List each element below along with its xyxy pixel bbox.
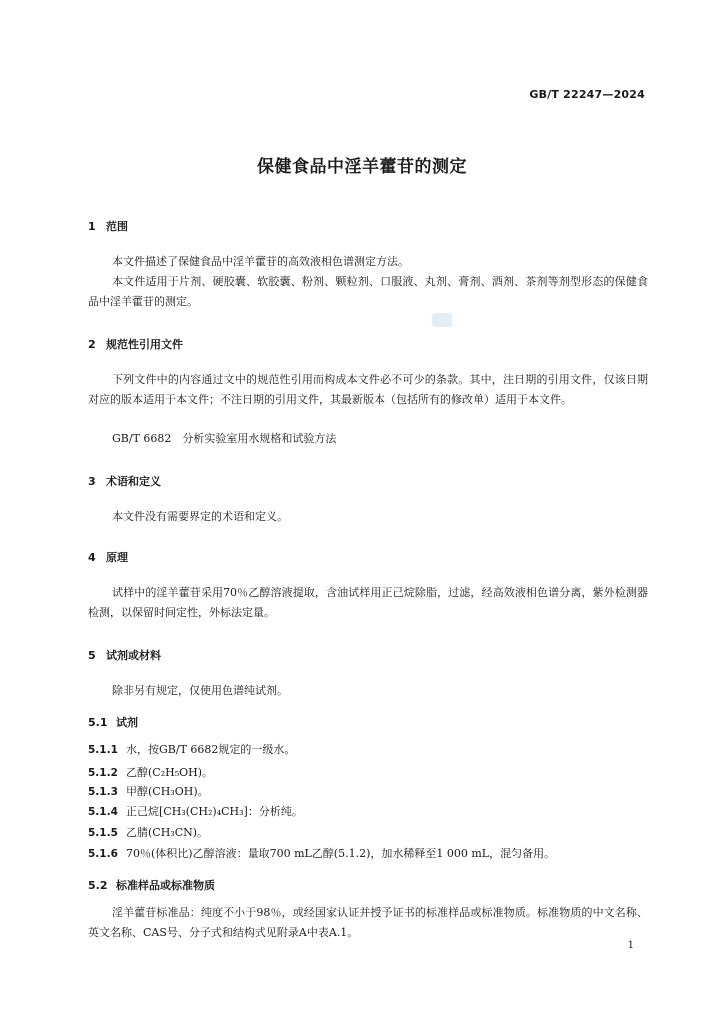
- section-5-1-heading: [88, 714, 138, 730]
- section-5-heading: [88, 647, 161, 663]
- section-5-2-heading: [88, 877, 215, 893]
- page-number: 1: [627, 940, 634, 951]
- section-title: 试剂: [116, 716, 138, 729]
- section-number: 5: [88, 649, 96, 662]
- item-number: 5.1.2: [88, 767, 118, 779]
- section-1-paragraph-1: 本文件描述了保健食品中淫羊藿苷的高效液相色谱测定方法。: [112, 255, 409, 268]
- section-title: 原理: [106, 551, 128, 564]
- section-number: 3: [88, 475, 96, 488]
- item-text: 70％(体积比)乙醇溶液：量取700 mL乙醇(5.1.2)，加水稀释至1 000 mL，混匀备用。: [126, 847, 556, 860]
- list-item-5-1-3: [88, 783, 209, 799]
- item-number: 5.1.4: [88, 806, 118, 818]
- section-3-heading: [88, 473, 161, 489]
- section-title: 标准样品或标准物质: [116, 879, 215, 892]
- section-title: 规范性引用文件: [106, 338, 183, 351]
- section-title: 试剂或材料: [106, 649, 161, 662]
- item-text: 乙腈(CH₃CN)。: [126, 826, 209, 839]
- item-text: 正己烷[CH₃(CH₂)₄CH₃]：分析纯。: [126, 805, 303, 818]
- section-2-paragraph-1: 下列文件中的内容通过文中的规范性引用而构成本文件必不可少的条款。其中，注日期的引用文件，仅该日期对应的版本适用于本文件；不注日期的引用文件，其最新版本（包括所有的修改单）适用于本文件。: [88, 373, 648, 406]
- section-1-heading: [88, 218, 128, 234]
- list-item-5-1-6: [88, 845, 555, 861]
- section-4-heading: [88, 549, 128, 565]
- section-5-paragraph-1: 除非另有规定，仅使用色谱纯试剂。: [112, 684, 288, 697]
- standard-code: GB/T 22247—2024: [529, 88, 645, 101]
- section-5-2-paragraph-1: 淫羊藿苷标准品：纯度不小于98％，或经国家认证并授予证书的标准样品或标准物质。标准物质的中文名称、英文名称、CAS号、分子式和结构式见附录A中表A.1。: [88, 906, 648, 939]
- item-number: 5.1.6: [88, 848, 118, 860]
- section-2-heading: [88, 336, 183, 352]
- section-3-paragraph-1: 本文件没有需要界定的术语和定义。: [112, 510, 288, 523]
- section-number: 2: [88, 338, 96, 351]
- list-item-5-1-1: [88, 741, 295, 757]
- section-number: 1: [88, 220, 96, 233]
- section-number: 4: [88, 551, 96, 564]
- item-text: 水，按GB/T 6682规定的一级水。: [126, 743, 296, 756]
- list-item-5-1-2: [88, 764, 213, 780]
- item-number: 5.1.5: [88, 827, 118, 839]
- item-text: 甲醇(CH₃OH)。: [126, 785, 209, 798]
- list-item-5-1-4: [88, 803, 303, 819]
- section-number: 5.1: [88, 716, 108, 729]
- document-title: 保健食品中淫羊藿苷的测定: [257, 157, 467, 177]
- section-title: 范围: [106, 220, 128, 233]
- section-title: 术语和定义: [106, 475, 161, 488]
- section-4-paragraph-1: 试样中的淫羊藿苷采用70％乙醇溶液提取，含油试样用正己烷除脂，过滤，经高效液相色谱分离，紫外检测器检测，以保留时间定性，外标法定量。: [88, 586, 648, 619]
- list-item-5-1-5: [88, 824, 208, 840]
- normative-reference: GB/T 6682 分析实验室用水规格和试验方法: [112, 432, 337, 445]
- section-number: 5.2: [88, 879, 108, 892]
- item-number: 5.1.3: [88, 786, 118, 798]
- item-text: 乙醇(C₂H₅OH)。: [126, 766, 214, 779]
- section-1-paragraph-2: 本文件适用于片剂、硬胶囊、软胶囊、粉剂、颗粒剂、口服液、丸剂、膏剂、酒剂、茶剂等剂型形态的保健食品中淫羊藿苷的测定。: [88, 275, 648, 308]
- watermark-logo: [432, 313, 452, 327]
- item-number: 5.1.1: [88, 744, 118, 756]
